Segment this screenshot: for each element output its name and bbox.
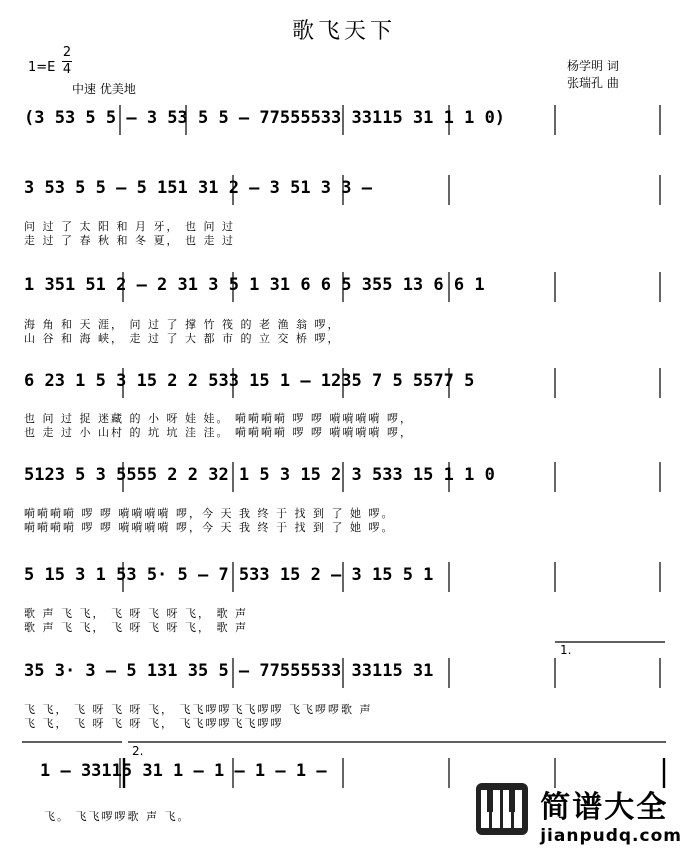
system-2-lyric-2: 走 过 了 春 秋 和 冬 夏， 也 走 过 [24,234,235,247]
system-2-lyric-1: 问 过 了 太 阳 和 月 牙， 也 问 过 [24,220,235,233]
tempo-marking: 中速 优美地 [72,82,136,96]
system-4-lyric-1: 也 问 过 捉 迷藏 的 小 呀 娃 娃。 嗬嗬嗬嗬 啰 啰 嗬嗬嗬嗬 啰， [24,412,413,425]
watermark-url: jianpudq.com [540,826,682,846]
system-5-notes: 5123 5 3 5555 2 2 32 1 5 3 15 2 3 533 15 1 1 0 [24,465,495,485]
system-7-lyric-1: 飞 飞， 飞 呀 飞 呀 飞， 飞飞啰啰飞飞啰啰 飞飞啰啰歌 声 [24,703,373,716]
system-8-notes: 1 – 33115 31 1 – 1 – 1 – 1 – [40,761,327,781]
watermark-name: 简谱大全 [540,790,669,825]
system-4-lyric-2: 也 走 过 小 山村 的 坑 坑 洼 洼。 嗬嗬嗬嗬 啰 啰 嗬嗬嗬嗬 啰， [24,426,413,439]
watermark [475,782,682,846]
system-7-notes: 35 3· 3 – 5 131 35 5 – 77555533 33115 31 [24,661,434,681]
system-4-notes: 6 23 1 5 3 15 2 2 533 15 1 – 1235 7 5 5577 5 [24,371,475,391]
system-5-lyric-1: 嗬嗬嗬嗬 啰 啰 嗬嗬嗬嗬 啰，今 天 我 终 于 找 到 了 她 啰。 [24,507,395,520]
piano-icon [475,782,529,836]
system-5-lyric-2: 嗬嗬嗬嗬 啰 啰 嗬嗬嗬嗬 啰，今 天 我 终 于 找 到 了 她 啰。 [24,521,395,534]
composer: 张瑞孔 曲 [567,76,619,90]
system-3-notes: 1 351 51 2 – 2 31 3 5 1 31 6 6 5 355 13 6 6 1 [24,275,485,295]
lyricist: 杨学明 词 [567,59,619,73]
system-6-lyric-2: 歌 声 飞 飞， 飞 呀 飞 呀 飞， 歌 声 [24,621,248,634]
page-title: 歌飞天下 [291,19,396,44]
volta-2-label: 2. [132,744,144,758]
system-7-lyric-2: 飞 飞， 飞 呀 飞 呀 飞， 飞飞啰啰飞飞啰啰 [24,717,284,730]
volta-1-label: 1. [560,643,572,657]
time-bottom: 4 [62,62,72,77]
system-6-notes: 5 15 3 1 53 5· 5 – 7 533 15 2 – 3 15 5 1 [24,565,434,585]
system-3-lyric-1: 海 角 和 天 涯， 问 过 了 撑 竹 筏 的 老 渔 翁 啰， [24,318,341,331]
system-8-lyric-1: 飞。 飞飞啰啰歌 声 飞。 [44,810,191,823]
system-2-notes: 3 53 5 5 – 5 151 31 2 – 3 51 3 3 – [24,178,372,198]
system-1-notes: (3 53 5 5 – 3 53 5 5 – 77555533 33115 31 1 1 0) [24,108,506,128]
key-signature: 1=E [28,60,56,75]
time-top: 2 [62,45,72,60]
system-6-lyric-1: 歌 声 飞 飞， 飞 呀 飞 呀 飞， 歌 声 [24,607,248,620]
system-3-lyric-2: 山 谷 和 海 峡， 走 过 了 大 都 市 的 立 交 桥 啰， [24,332,341,345]
